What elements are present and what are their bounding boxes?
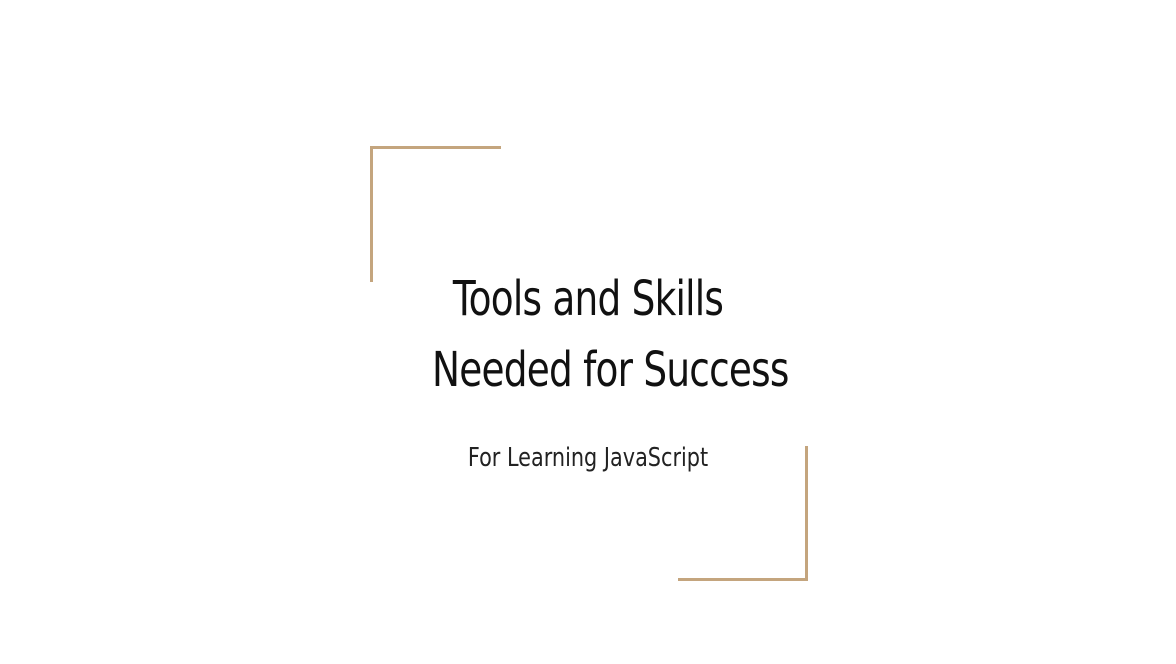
slide-title-line-1: Tools and Skills — [452, 271, 724, 327]
slide-subtitle: For Learning JavaScript — [467, 443, 709, 473]
top-left-corner-bracket — [370, 146, 501, 282]
slide-title — [432, 264, 789, 406]
slide-title-line-2: Needed for Success — [432, 342, 789, 398]
